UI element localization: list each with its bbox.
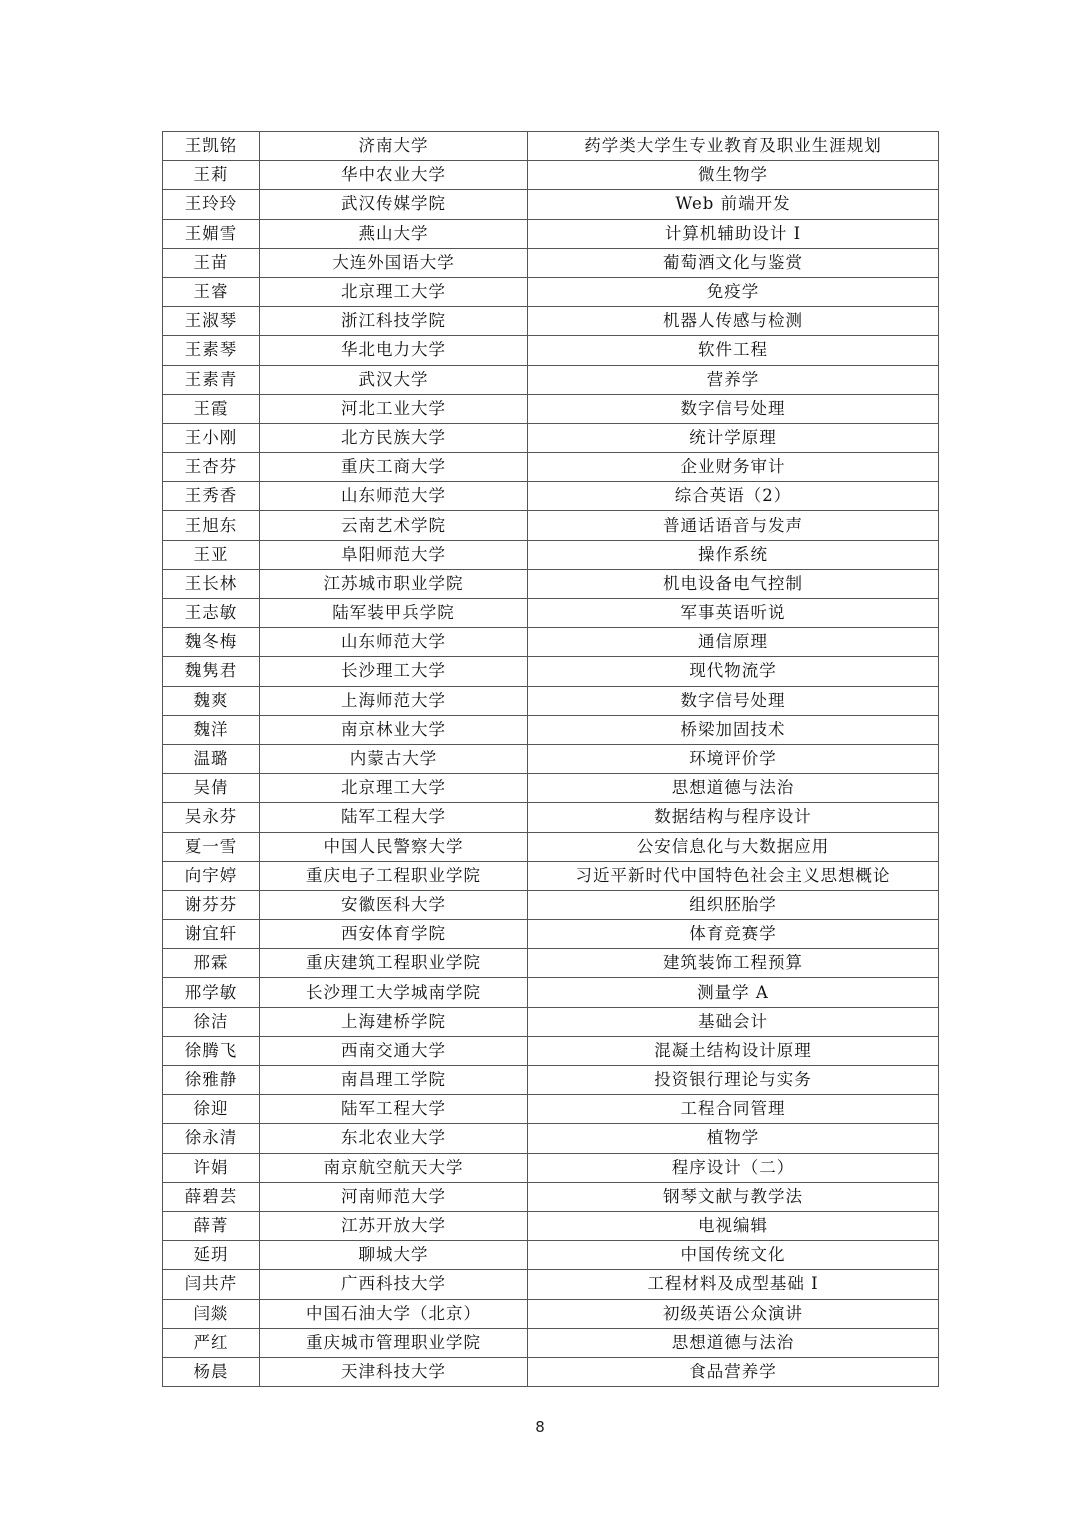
course-cell: 程序设计（二） bbox=[528, 1153, 939, 1182]
name-cell: 温璐 bbox=[163, 744, 260, 773]
page-number: 8 bbox=[535, 1418, 545, 1436]
name-cell: 谢芬芬 bbox=[163, 890, 260, 919]
name-cell: 杨晨 bbox=[163, 1357, 260, 1386]
table-row bbox=[163, 1357, 939, 1386]
course-cell: 软件工程 bbox=[528, 336, 939, 365]
course-cell: 食品营养学 bbox=[528, 1357, 939, 1386]
course-cell: Web 前端开发 bbox=[528, 190, 939, 219]
table-row bbox=[163, 307, 939, 336]
name-cell: 徐雅静 bbox=[163, 1066, 260, 1095]
course-cell: 钢琴文献与教学法 bbox=[528, 1182, 939, 1211]
school-cell: 武汉大学 bbox=[260, 365, 528, 394]
course-cell: 计算机辅助设计 I bbox=[528, 219, 939, 248]
course-cell: 现代物流学 bbox=[528, 657, 939, 686]
course-cell: 数字信号处理 bbox=[528, 686, 939, 715]
course-cell: 葡萄酒文化与鉴赏 bbox=[528, 248, 939, 277]
name-cell: 严红 bbox=[163, 1328, 260, 1357]
school-cell: 浙江科技学院 bbox=[260, 307, 528, 336]
name-cell: 吴永芬 bbox=[163, 803, 260, 832]
table-row bbox=[163, 1036, 939, 1065]
table-row bbox=[163, 1153, 939, 1182]
name-cell: 王玲玲 bbox=[163, 190, 260, 219]
school-cell: 河南师范大学 bbox=[260, 1182, 528, 1211]
table-row bbox=[163, 920, 939, 949]
name-cell: 薛碧芸 bbox=[163, 1182, 260, 1211]
table-row bbox=[163, 1241, 939, 1270]
name-cell: 徐洁 bbox=[163, 1007, 260, 1036]
school-cell: 重庆电子工程职业学院 bbox=[260, 861, 528, 890]
name-cell: 谢宜轩 bbox=[163, 920, 260, 949]
table-row bbox=[163, 1182, 939, 1211]
school-cell: 北京理工大学 bbox=[260, 774, 528, 803]
course-cell: 药学类大学生专业教育及职业生涯规划 bbox=[528, 132, 939, 161]
course-cell: 微生物学 bbox=[528, 161, 939, 190]
name-cell: 魏洋 bbox=[163, 715, 260, 744]
table-body bbox=[163, 132, 939, 1387]
table-row bbox=[163, 832, 939, 861]
name-cell: 王素青 bbox=[163, 365, 260, 394]
school-cell: 陆军工程大学 bbox=[260, 803, 528, 832]
course-cell: 习近平新时代中国特色社会主义思想概论 bbox=[528, 861, 939, 890]
course-cell: 机电设备电气控制 bbox=[528, 569, 939, 598]
course-cell: 组织胚胎学 bbox=[528, 890, 939, 919]
school-cell: 重庆城市管理职业学院 bbox=[260, 1328, 528, 1357]
school-cell: 云南艺术学院 bbox=[260, 511, 528, 540]
name-cell: 徐永清 bbox=[163, 1124, 260, 1153]
course-cell: 测量学 A bbox=[528, 978, 939, 1007]
name-cell: 魏隽君 bbox=[163, 657, 260, 686]
table-row bbox=[163, 365, 939, 394]
table-row bbox=[163, 1328, 939, 1357]
course-cell: 企业财务审计 bbox=[528, 453, 939, 482]
course-cell: 桥梁加固技术 bbox=[528, 715, 939, 744]
course-cell: 机器人传感与检测 bbox=[528, 307, 939, 336]
course-cell: 营养学 bbox=[528, 365, 939, 394]
school-cell: 西安体育学院 bbox=[260, 920, 528, 949]
table-row bbox=[163, 161, 939, 190]
course-cell: 数据结构与程序设计 bbox=[528, 803, 939, 832]
table-row bbox=[163, 890, 939, 919]
school-cell: 聊城大学 bbox=[260, 1241, 528, 1270]
school-cell: 天津科技大学 bbox=[260, 1357, 528, 1386]
name-cell: 王媚雪 bbox=[163, 219, 260, 248]
name-cell: 王淑琴 bbox=[163, 307, 260, 336]
table-row bbox=[163, 219, 939, 248]
course-cell: 投资银行理论与实务 bbox=[528, 1066, 939, 1095]
school-cell: 长沙理工大学城南学院 bbox=[260, 978, 528, 1007]
table-row bbox=[163, 190, 939, 219]
course-cell: 普通话语音与发声 bbox=[528, 511, 939, 540]
name-cell: 延玥 bbox=[163, 1241, 260, 1270]
name-cell: 许娟 bbox=[163, 1153, 260, 1182]
school-cell: 山东师范大学 bbox=[260, 628, 528, 657]
table-row bbox=[163, 336, 939, 365]
course-cell: 统计学原理 bbox=[528, 423, 939, 452]
school-cell: 河北工业大学 bbox=[260, 394, 528, 423]
name-cell: 王小刚 bbox=[163, 423, 260, 452]
table-row bbox=[163, 861, 939, 890]
name-cell: 王杏芬 bbox=[163, 453, 260, 482]
course-cell: 建筑装饰工程预算 bbox=[528, 949, 939, 978]
table-row bbox=[163, 482, 939, 511]
name-cell: 邢霖 bbox=[163, 949, 260, 978]
course-cell: 公安信息化与大数据应用 bbox=[528, 832, 939, 861]
course-cell: 体育竞赛学 bbox=[528, 920, 939, 949]
name-cell: 徐腾飞 bbox=[163, 1036, 260, 1065]
school-cell: 陆军装甲兵学院 bbox=[260, 599, 528, 628]
table-row bbox=[163, 949, 939, 978]
table-row bbox=[163, 511, 939, 540]
name-cell: 王睿 bbox=[163, 277, 260, 306]
school-cell: 西南交通大学 bbox=[260, 1036, 528, 1065]
table-row bbox=[163, 715, 939, 744]
name-cell: 吴倩 bbox=[163, 774, 260, 803]
school-cell: 广西科技大学 bbox=[260, 1270, 528, 1299]
course-cell: 混凝土结构设计原理 bbox=[528, 1036, 939, 1065]
table-row bbox=[163, 744, 939, 773]
name-cell: 王素琴 bbox=[163, 336, 260, 365]
table-row bbox=[163, 1095, 939, 1124]
name-cell: 闫燚 bbox=[163, 1299, 260, 1328]
school-cell: 重庆工商大学 bbox=[260, 453, 528, 482]
course-cell: 思想道德与法治 bbox=[528, 774, 939, 803]
name-cell: 魏冬梅 bbox=[163, 628, 260, 657]
table-row bbox=[163, 423, 939, 452]
course-cell: 数字信号处理 bbox=[528, 394, 939, 423]
name-cell: 夏一雪 bbox=[163, 832, 260, 861]
table-row bbox=[163, 803, 939, 832]
course-cell: 电视编辑 bbox=[528, 1211, 939, 1240]
course-cell: 中国传统文化 bbox=[528, 1241, 939, 1270]
name-cell: 邢学敏 bbox=[163, 978, 260, 1007]
course-cell: 植物学 bbox=[528, 1124, 939, 1153]
school-cell: 东北农业大学 bbox=[260, 1124, 528, 1153]
school-cell: 江苏城市职业学院 bbox=[260, 569, 528, 598]
table-row bbox=[163, 1270, 939, 1299]
school-cell: 内蒙古大学 bbox=[260, 744, 528, 773]
name-cell: 薛菁 bbox=[163, 1211, 260, 1240]
name-cell: 王长林 bbox=[163, 569, 260, 598]
table-row bbox=[163, 453, 939, 482]
table-row bbox=[163, 132, 939, 161]
course-cell: 思想道德与法治 bbox=[528, 1328, 939, 1357]
school-cell: 济南大学 bbox=[260, 132, 528, 161]
course-cell: 军事英语听说 bbox=[528, 599, 939, 628]
table-row bbox=[163, 774, 939, 803]
course-cell: 初级英语公众演讲 bbox=[528, 1299, 939, 1328]
school-cell: 武汉传媒学院 bbox=[260, 190, 528, 219]
table-row bbox=[163, 248, 939, 277]
table-row bbox=[163, 1211, 939, 1240]
table-row bbox=[163, 628, 939, 657]
name-cell: 闫共芹 bbox=[163, 1270, 260, 1299]
course-cell: 通信原理 bbox=[528, 628, 939, 657]
school-cell: 南京航空航天大学 bbox=[260, 1153, 528, 1182]
school-cell: 中国人民警察大学 bbox=[260, 832, 528, 861]
table-row bbox=[163, 1299, 939, 1328]
teacher-course-table bbox=[162, 131, 939, 1387]
table-row bbox=[163, 657, 939, 686]
school-cell: 南京林业大学 bbox=[260, 715, 528, 744]
school-cell: 南昌理工学院 bbox=[260, 1066, 528, 1095]
course-cell: 免疫学 bbox=[528, 277, 939, 306]
school-cell: 重庆建筑工程职业学院 bbox=[260, 949, 528, 978]
school-cell: 上海建桥学院 bbox=[260, 1007, 528, 1036]
school-cell: 华北电力大学 bbox=[260, 336, 528, 365]
course-cell: 环境评价学 bbox=[528, 744, 939, 773]
table-row bbox=[163, 1124, 939, 1153]
table-row bbox=[163, 540, 939, 569]
school-cell: 长沙理工大学 bbox=[260, 657, 528, 686]
table-row bbox=[163, 1066, 939, 1095]
school-cell: 上海师范大学 bbox=[260, 686, 528, 715]
school-cell: 江苏开放大学 bbox=[260, 1211, 528, 1240]
name-cell: 王秀香 bbox=[163, 482, 260, 511]
school-cell: 陆军工程大学 bbox=[260, 1095, 528, 1124]
name-cell: 向宇婷 bbox=[163, 861, 260, 890]
name-cell: 魏爽 bbox=[163, 686, 260, 715]
school-cell: 华中农业大学 bbox=[260, 161, 528, 190]
course-cell: 工程合同管理 bbox=[528, 1095, 939, 1124]
table-row bbox=[163, 394, 939, 423]
table-row bbox=[163, 1007, 939, 1036]
school-cell: 中国石油大学（北京） bbox=[260, 1299, 528, 1328]
table-row bbox=[163, 978, 939, 1007]
name-cell: 王旭东 bbox=[163, 511, 260, 540]
name-cell: 王亚 bbox=[163, 540, 260, 569]
table-row bbox=[163, 277, 939, 306]
school-cell: 北方民族大学 bbox=[260, 423, 528, 452]
course-cell: 工程材料及成型基础 I bbox=[528, 1270, 939, 1299]
course-cell: 综合英语（2） bbox=[528, 482, 939, 511]
name-cell: 王凯铭 bbox=[163, 132, 260, 161]
school-cell: 北京理工大学 bbox=[260, 277, 528, 306]
school-cell: 山东师范大学 bbox=[260, 482, 528, 511]
school-cell: 阜阳师范大学 bbox=[260, 540, 528, 569]
course-cell: 基础会计 bbox=[528, 1007, 939, 1036]
course-cell: 操作系统 bbox=[528, 540, 939, 569]
table-row bbox=[163, 569, 939, 598]
name-cell: 王志敏 bbox=[163, 599, 260, 628]
name-cell: 王霞 bbox=[163, 394, 260, 423]
table-row bbox=[163, 686, 939, 715]
name-cell: 王苗 bbox=[163, 248, 260, 277]
name-cell: 徐迎 bbox=[163, 1095, 260, 1124]
name-cell: 王莉 bbox=[163, 161, 260, 190]
school-cell: 安徽医科大学 bbox=[260, 890, 528, 919]
school-cell: 大连外国语大学 bbox=[260, 248, 528, 277]
table-row bbox=[163, 599, 939, 628]
school-cell: 燕山大学 bbox=[260, 219, 528, 248]
